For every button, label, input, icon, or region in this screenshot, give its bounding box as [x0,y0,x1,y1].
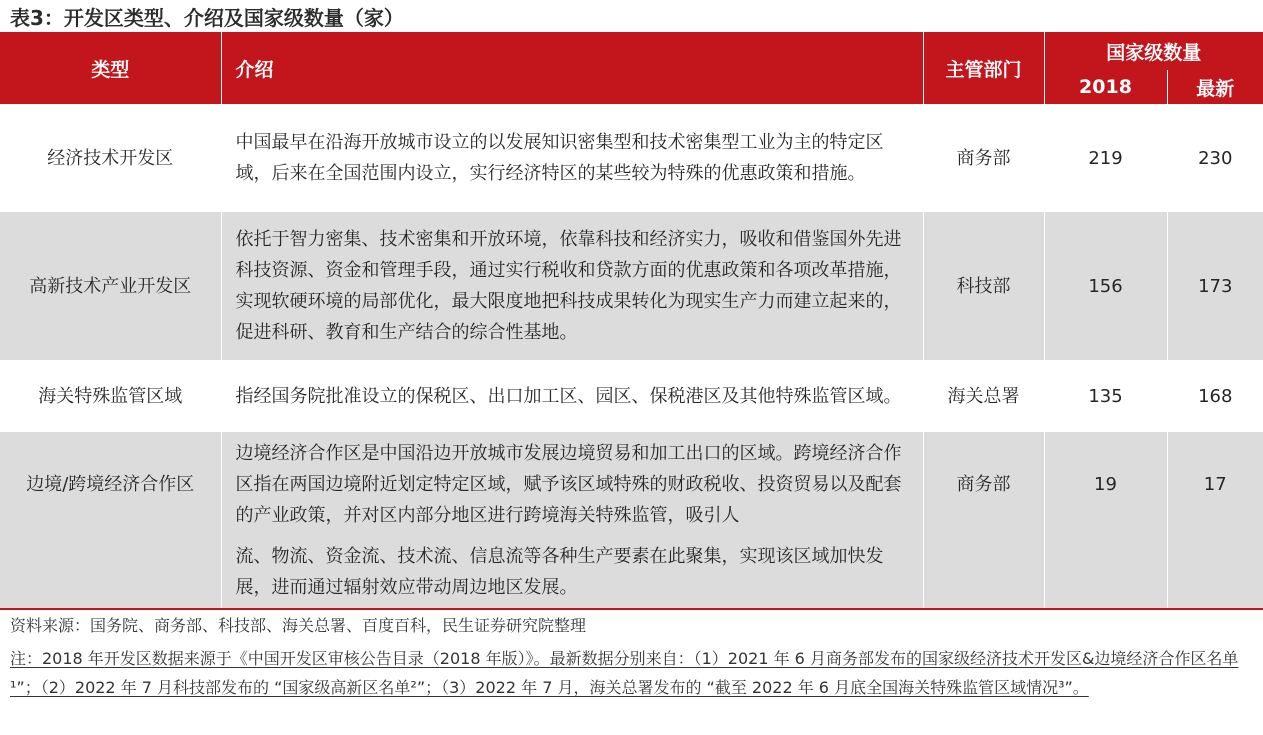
row-count-latest: 173 [1167,212,1263,360]
row-count-2018: 219 [1044,104,1167,212]
row-type: 边境/跨境经济合作区 [0,432,221,536]
row-count-latest: 230 [1167,104,1263,212]
header-dept: 主管部门 [923,32,1044,104]
table-title: 表3：开发区类型、介绍及国家级数量（家） [10,6,404,30]
table-row [0,212,1263,360]
row-dept: 海关总署 [923,360,1044,432]
row-intro: 边境经济合作区是中国沿边开放城市发展边境贸易和加工出口的区域。跨境经济合作区指在两国边境附近划定特定区域，赋予该区域特殊的财政税收、投资贸易以及配套的产业政策，并对区内部分地区进行跨境海关特殊监管，吸引人 [221,432,923,536]
source-note: 资料来源：国务院、商务部、科技部、海关总署、百度百科，民生证券研究院整理 [10,616,587,635]
header-national-count: 国家级数量 [1044,32,1263,70]
header-year-2018: 2018 [1044,70,1167,104]
row-count-2018: 156 [1044,212,1167,360]
row-intro: 依托于智力密集、技术密集和开放环境，依靠科技和经济实力，吸收和借鉴国外先进科技资源、资金和管理手段，通过实行税收和贷款方面的优惠政策和各项改革措施，实现软硬环境的局部优化，最大限度地把科技成果转化为现实生产力而建立起来的，促进科研、教育和生产结合的综合性基地。 [221,212,923,360]
row-type: 经济技术开发区 [0,104,221,212]
row-intro: 指经国务院批准设立的保税区、出口加工区、园区、保税港区及其他特殊监管区域。 [221,360,923,432]
row-dept: 科技部 [923,212,1044,360]
table-row-continued [0,536,1263,608]
header-latest: 最新 [1167,70,1263,104]
empty-cell [1044,536,1167,608]
row-count-2018: 19 [1044,432,1167,536]
empty-cell [1167,536,1263,608]
row-type: 海关特殊监管区域 [0,360,221,432]
header-intro: 介绍 [221,32,923,104]
row-count-latest: 168 [1167,360,1263,432]
header-type: 类型 [0,32,221,104]
row-count-2018: 135 [1044,360,1167,432]
row-dept: 商务部 [923,104,1044,212]
row-dept: 商务部 [923,432,1044,536]
row-intro-continued: 流、物流、资金流、技术流、信息流等各种生产要素在此聚集，实现该区域加快发展，进而通过辐射效应带动周边地区发展。 [221,536,923,608]
row-count-latest: 17 [1167,432,1263,536]
table-row [0,360,1263,432]
row-intro: 中国最早在沿海开放城市设立的以发展知识密集型和技术密集型工业为主的特定区域，后来在全国范围内设立，实行经济特区的某些较为特殊的优惠政策和措施。 [221,104,923,212]
empty-cell [923,536,1044,608]
row-type: 高新技术产业开发区 [0,212,221,360]
table-bottom-rule [0,608,1263,610]
table-row [0,104,1263,212]
footnote: 注：2018 年开发区数据来源于《中国开发区审核公告目录（2018 年版）》。最新数据分别来自：（1）2021 年 6 月商务部发布的国家级经济技术开发区&边境经济合作区名单¹”；（2）2022 年 7 月科技部发布的 “国家级高新区名单²”；（3）2022 年 7 月，海关总署发布的 “截至 2022 年 6 月底全国海关特殊监管区域情况³”。 [10,649,1239,697]
empty-cell [0,536,221,608]
dev-zone-table [0,32,1263,608]
table-row [0,432,1263,536]
